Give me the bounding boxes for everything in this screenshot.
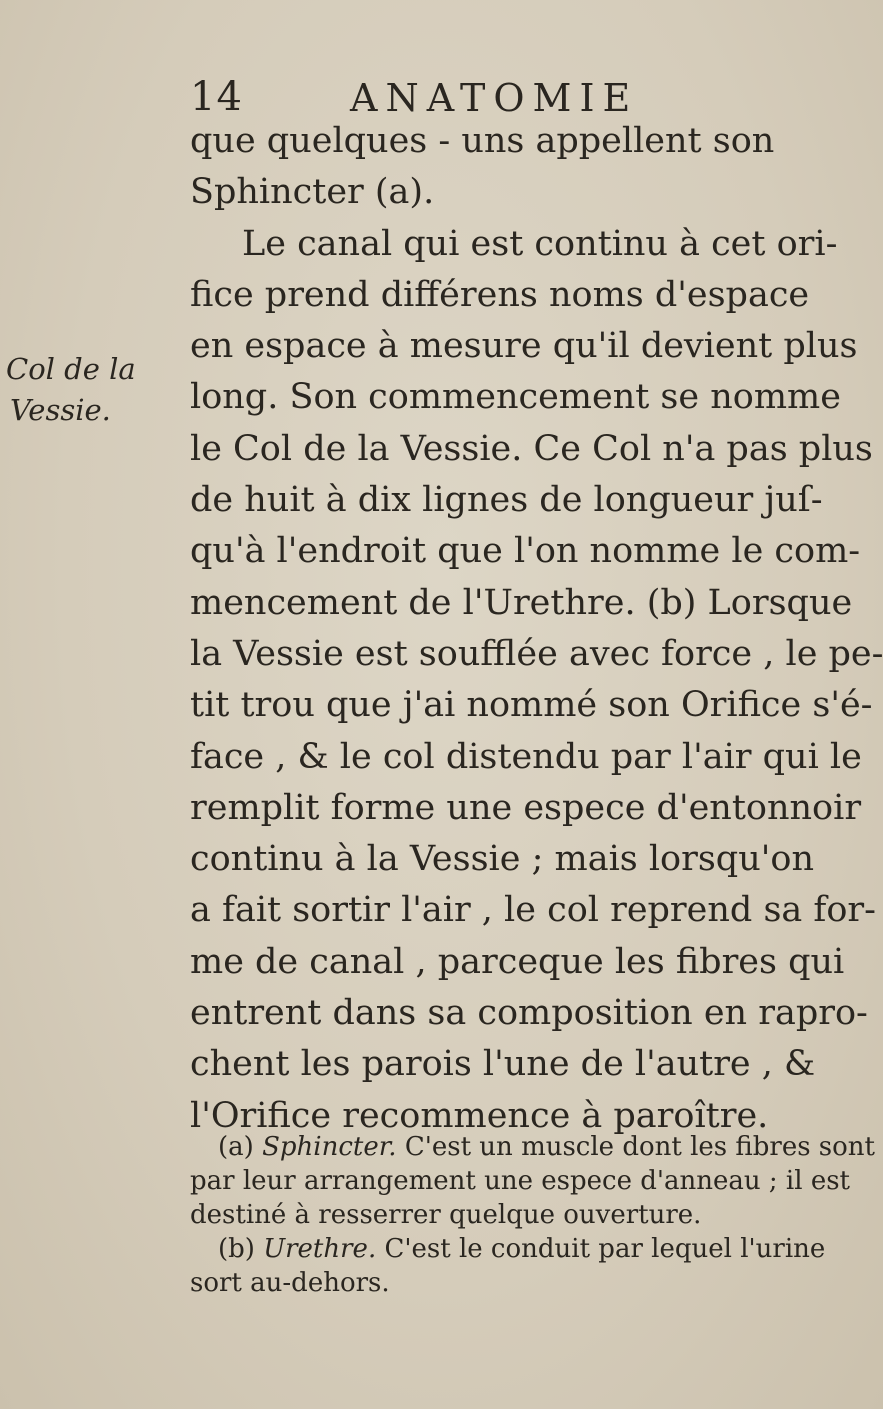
footnote-b-marker: (b) [218, 1234, 255, 1264]
footnote-a-text: C'est un muscle dont les fibres sont [404, 1132, 875, 1162]
text-line: de huit à dix lignes de longueur juſ- [190, 480, 823, 521]
running-head: ANATOMIE [350, 76, 639, 120]
page-number: 14 [190, 74, 243, 120]
margin-note-vessie: Vessie. [10, 393, 111, 427]
text-line: chent les parois l'une de l'autre , & [190, 1044, 816, 1085]
text-line: le Col de la Vessie. Ce Col n'a pas plus [190, 428, 873, 469]
text-line: fice prend différens noms d'espace [190, 274, 810, 315]
footnote-a-line [190, 1130, 875, 1164]
footnote-a-line: destiné à resserrer quelque ouverture. [190, 1200, 702, 1230]
text-line: tit trou que j'ai nommé son Orifice s'é- [190, 685, 873, 726]
text-line: qu'à l'endroit que l'on nomme le com- [190, 531, 861, 572]
text-line: que quelques - uns appellent son [190, 121, 775, 161]
footnote-a-marker: (a) [218, 1132, 254, 1162]
text-line: continu à la Vessie ; mais lorsqu'on [190, 839, 814, 880]
text-line: a fait sortir l'air , le col reprend sa for- [190, 890, 876, 931]
footnote-b-term: Urethre. [263, 1234, 377, 1264]
footnote-a-term: Sphincter. [262, 1132, 397, 1162]
text-line: Le canal qui est continu à cet ori- [242, 223, 838, 264]
footnote-b-line: sort au-dehors. [190, 1268, 390, 1298]
footnote-b-line [190, 1232, 826, 1266]
footnote-b-text: C'est le conduit par lequel l'urine [384, 1234, 826, 1264]
text-line: remplit forme une espece d'entonnoir [190, 787, 862, 828]
text-line: long. Son commencement se nomme [190, 377, 841, 418]
footnotes [190, 1130, 875, 1300]
text-line: la Vessie est soufflée avec force , le pe- [190, 633, 883, 674]
text-line: mencement de l'Urethre. (b) Lorsque [190, 582, 853, 623]
text-line: l'Orifice recommence à paroître. [190, 1095, 769, 1136]
footnote-a-line: par leur arrangement une espece d'anneau ; il est [190, 1166, 851, 1196]
text-line: entrent dans sa composition en rapro- [190, 993, 868, 1034]
main-text [190, 116, 883, 1142]
text-line: Sphincter (a). [190, 172, 435, 213]
text-line: face , & le col distendu par l'air qui le [190, 736, 862, 777]
margin-note-col-de-la: Col de la [6, 352, 136, 386]
text-line: en espace à mesure qu'il devient plus [190, 326, 858, 367]
text-line: me de canal , parceque les fibres qui [190, 941, 845, 982]
